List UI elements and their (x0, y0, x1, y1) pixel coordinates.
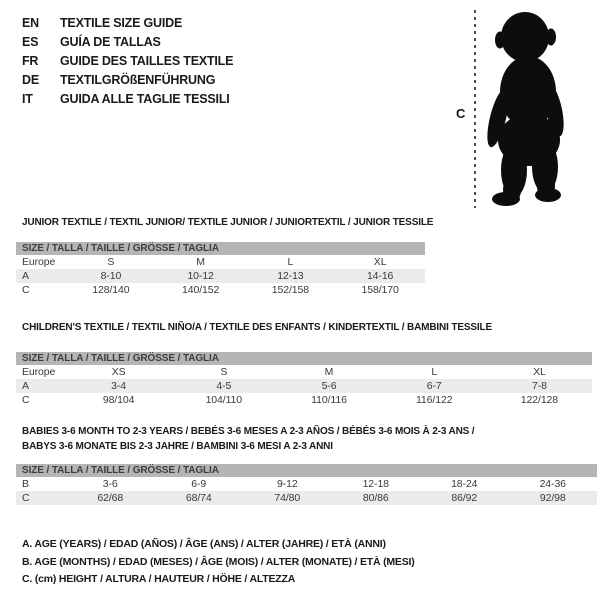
size-cell: S (220, 366, 228, 378)
height-cell: 74/80 (274, 492, 301, 504)
language-title: TEXTILE SIZE GUIDE (60, 16, 183, 30)
size-cell: XL (373, 256, 387, 268)
height-measure-dashed-line (474, 10, 476, 208)
babies-title-line1: BABIES 3-6 MONTH TO 2-3 YEARS / BEBÉS 3-6 MESES A 2-3 AÑOS / BÉBÉS 3-6 MOIS À 2-3 ANS / (22, 426, 475, 437)
row-label: A (22, 380, 29, 392)
age-cell: 12-13 (277, 270, 304, 282)
footnote-age-years: A. AGE (YEARS) / EDAD (AÑOS) / ÂGE (ANS) / ALTER (JAHRE) / ETÀ (ANNI) (22, 538, 386, 550)
age-cell: 9-12 (276, 478, 298, 490)
age-cell: 8-10 (100, 270, 122, 282)
children-section-title: CHILDREN'S TEXTILE / TEXTIL NIÑO/A / TEXTILE DES ENFANTS / KINDERTEXTIL / BAMBINI TESSILE (22, 322, 492, 333)
language-title: GUÍA DE TALLAS (60, 35, 161, 49)
age-cell: 5-6 (321, 380, 337, 392)
row-label: B (22, 478, 29, 490)
size-cell: M (324, 366, 334, 378)
table-row-age (16, 269, 425, 283)
footnote-age-months: B. AGE (MONTHS) / EDAD (MESES) / ÂGE (MOIS) / ALTER (MONATE) / ETÀ (MESI) (22, 555, 415, 568)
age-cell: 3-6 (102, 478, 118, 490)
babies-title-line2: BABYS 3-6 MONATE BIS 2-3 JAHRE / BAMBINI 3-6 MESI A 2-3 ANNI (22, 441, 333, 452)
age-cell: 14-16 (366, 270, 394, 282)
age-cell: 3-4 (111, 380, 127, 392)
height-cell: 116/122 (415, 394, 453, 406)
height-cell: 158/170 (361, 284, 399, 296)
age-cell: 12-18 (362, 478, 389, 490)
table-header: SIZE / TALLA / TAILLE / GRÖSSE / TAGLIA (16, 242, 425, 255)
height-cell: 104/110 (205, 394, 243, 406)
table-row-height (16, 393, 592, 407)
height-cell: 86/92 (451, 492, 478, 504)
footnote-height-cm: C. (cm) HEIGHT / ALTURA / HAUTEUR / HÖHE / ALTEZZA (22, 573, 296, 585)
row-label: C (22, 284, 30, 296)
language-code: EN (22, 16, 39, 30)
row-label: Europe (22, 256, 56, 268)
size-cell: L (287, 256, 294, 268)
table-header: SIZE / TALLA / TAILLE / GRÖSSE / TAGLIA (16, 464, 597, 477)
height-measure-label: C (456, 106, 466, 121)
height-cell: 80/86 (362, 492, 389, 504)
table-row-age (16, 379, 592, 393)
age-cell: 7-8 (531, 380, 547, 392)
size-cell: XS (111, 366, 126, 378)
junior-size-table (16, 242, 425, 297)
age-cell: 24-36 (539, 478, 566, 490)
size-cell: L (431, 366, 438, 378)
row-label: C (22, 492, 30, 504)
language-code: FR (22, 54, 39, 68)
language-row-en (22, 14, 233, 33)
height-cell: 128/140 (92, 284, 130, 296)
height-cell: 68/74 (185, 492, 212, 504)
age-cell: 10-12 (187, 270, 214, 282)
toddler-silhouette-icon (482, 10, 577, 208)
height-cell: 140/152 (181, 284, 220, 296)
language-title: TEXTILGRÖßENFÜHRUNG (60, 73, 216, 87)
legend-footnotes (22, 536, 415, 589)
size-cell: S (107, 256, 115, 268)
table-row-height (16, 491, 597, 505)
language-code: ES (22, 35, 39, 49)
table-row-europe (16, 365, 592, 379)
babies-section-title (22, 424, 474, 454)
language-code: IT (22, 92, 33, 106)
table-header: SIZE / TALLA / TAILLE / GRÖSSE / TAGLIA (16, 352, 592, 365)
age-cell: 4-5 (216, 380, 232, 392)
row-label: A (22, 270, 29, 282)
language-title: GUIDA ALLE TAGLIE TESSILI (60, 92, 230, 106)
size-cell: XL (533, 366, 546, 378)
language-header (22, 14, 233, 109)
age-cell: 18-24 (451, 478, 478, 490)
height-cell: 62/68 (97, 492, 124, 504)
row-label: C (22, 394, 30, 406)
height-cell: 122/128 (520, 394, 559, 406)
language-row-de (22, 71, 233, 90)
language-code: DE (22, 73, 39, 87)
height-cell: 92/98 (539, 492, 566, 504)
table-row-age-months (16, 477, 597, 491)
age-cell: 6-7 (426, 380, 442, 392)
babies-size-table (16, 464, 597, 505)
size-cell: M (196, 256, 205, 268)
table-row-height (16, 283, 425, 297)
language-row-fr (22, 52, 233, 71)
age-cell: 6-9 (191, 478, 207, 490)
language-row-it (22, 90, 233, 109)
junior-section-title: JUNIOR TEXTILE / TEXTIL JUNIOR/ TEXTILE JUNIOR / JUNIORTEXTIL / JUNIOR TESSILE (22, 217, 434, 228)
table-row-europe (16, 255, 425, 269)
row-label: Europe (22, 366, 56, 378)
height-cell: 98/104 (102, 394, 135, 406)
language-title: GUIDE DES TAILLES TEXTILE (60, 54, 234, 68)
language-row-es (22, 33, 233, 52)
height-cell: 152/158 (271, 284, 309, 296)
children-size-table (16, 352, 592, 407)
height-cell: 110/116 (311, 394, 347, 406)
